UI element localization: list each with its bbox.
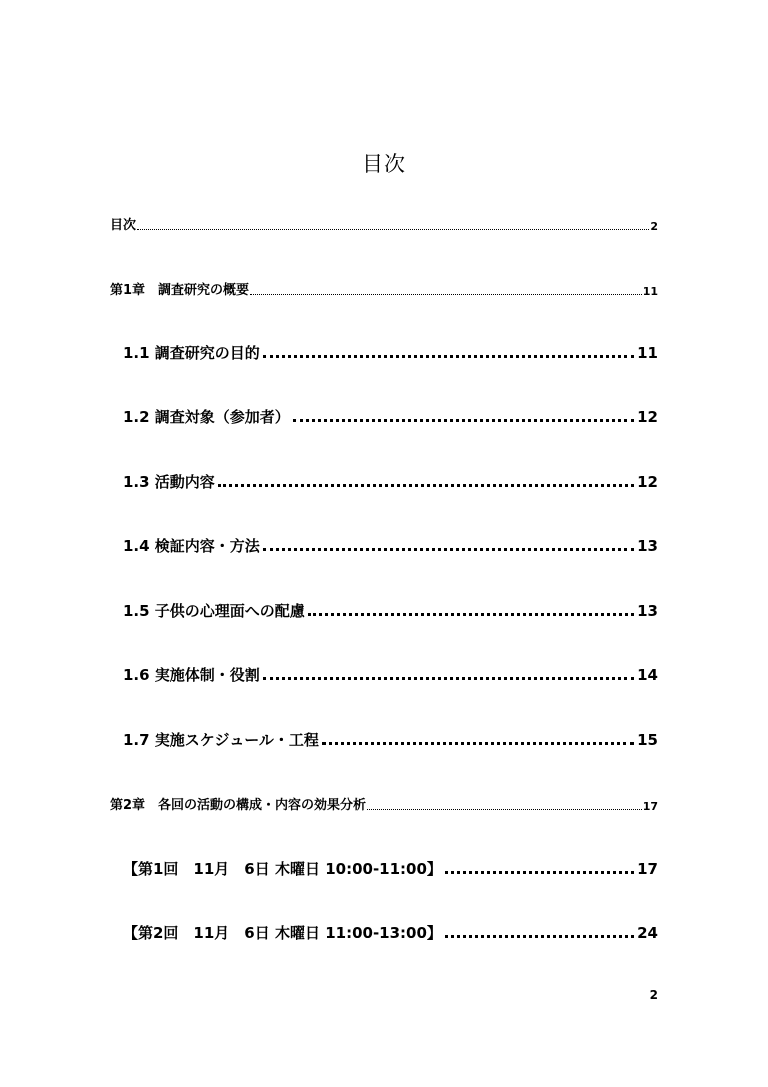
toc-entry[interactable] xyxy=(110,284,658,297)
dot-leader xyxy=(293,419,634,422)
toc-entry-page: 11 xyxy=(637,344,658,362)
toc-entry-page: 2 xyxy=(650,220,658,233)
toc-entry[interactable] xyxy=(110,219,658,232)
toc-entry[interactable] xyxy=(123,539,658,554)
toc-entry-page: 15 xyxy=(637,731,658,749)
toc-entry-page: 17 xyxy=(642,800,658,813)
toc-entry[interactable] xyxy=(123,926,658,941)
toc-entry[interactable] xyxy=(123,475,658,490)
toc-entry-label: 第2章 各回の活動の構成・内容の効果分析 xyxy=(110,798,367,813)
toc-entry[interactable] xyxy=(110,799,658,812)
toc-entry-page: 13 xyxy=(637,602,658,620)
toc-entry-page: 12 xyxy=(637,408,658,426)
toc-entry-page: 13 xyxy=(637,537,658,555)
page-number: 2 xyxy=(649,988,658,1002)
toc-entry-label: 1.6 実施体制・役割 xyxy=(123,666,260,684)
toc-entry-label: 1.1 調査研究の目的 xyxy=(123,344,260,362)
toc-entry-page: 11 xyxy=(642,285,658,298)
toc-entry-label: 1.7 実施スケジュール・工程 xyxy=(123,731,319,749)
toc-entry-page: 24 xyxy=(637,924,658,942)
dot-leader xyxy=(367,809,642,810)
toc-entry-label: 目次 xyxy=(110,218,137,233)
dot-leader xyxy=(218,484,634,487)
toc-entry-label: 第1章 調査研究の概要 xyxy=(110,283,250,298)
dot-leader xyxy=(263,355,634,358)
dot-leader xyxy=(308,613,634,616)
toc-entry-label: 【第1回 11月 6日 木曜日 10:00-11:00】 xyxy=(123,860,442,878)
page-title: 目次 xyxy=(362,152,406,176)
toc-entry-label: 1.5 子供の心理面への配慮 xyxy=(123,602,305,620)
toc-entry[interactable] xyxy=(123,604,658,619)
dot-leader xyxy=(445,871,634,874)
dot-leader xyxy=(263,548,634,551)
toc-entry-label: 1.2 調査対象（参加者） xyxy=(123,408,290,426)
toc-entry-page: 12 xyxy=(637,473,658,491)
toc-entry[interactable] xyxy=(123,733,658,748)
toc-entry-page: 14 xyxy=(637,666,658,684)
toc-entry-label: 1.3 活動内容 xyxy=(123,473,215,491)
toc-entry-label: 1.4 検証内容・方法 xyxy=(123,537,260,555)
dot-leader xyxy=(137,229,649,230)
toc-entry[interactable] xyxy=(123,346,658,361)
toc-entry-label: 【第2回 11月 6日 木曜日 11:00-13:00】 xyxy=(123,924,442,942)
dot-leader xyxy=(250,294,642,295)
dot-leader xyxy=(322,742,634,745)
toc-entry[interactable] xyxy=(123,668,658,683)
dot-leader xyxy=(445,935,634,938)
toc-entry[interactable] xyxy=(123,862,658,877)
toc-entry[interactable] xyxy=(123,410,658,425)
dot-leader xyxy=(263,677,634,680)
toc-entry-page: 17 xyxy=(637,860,658,878)
